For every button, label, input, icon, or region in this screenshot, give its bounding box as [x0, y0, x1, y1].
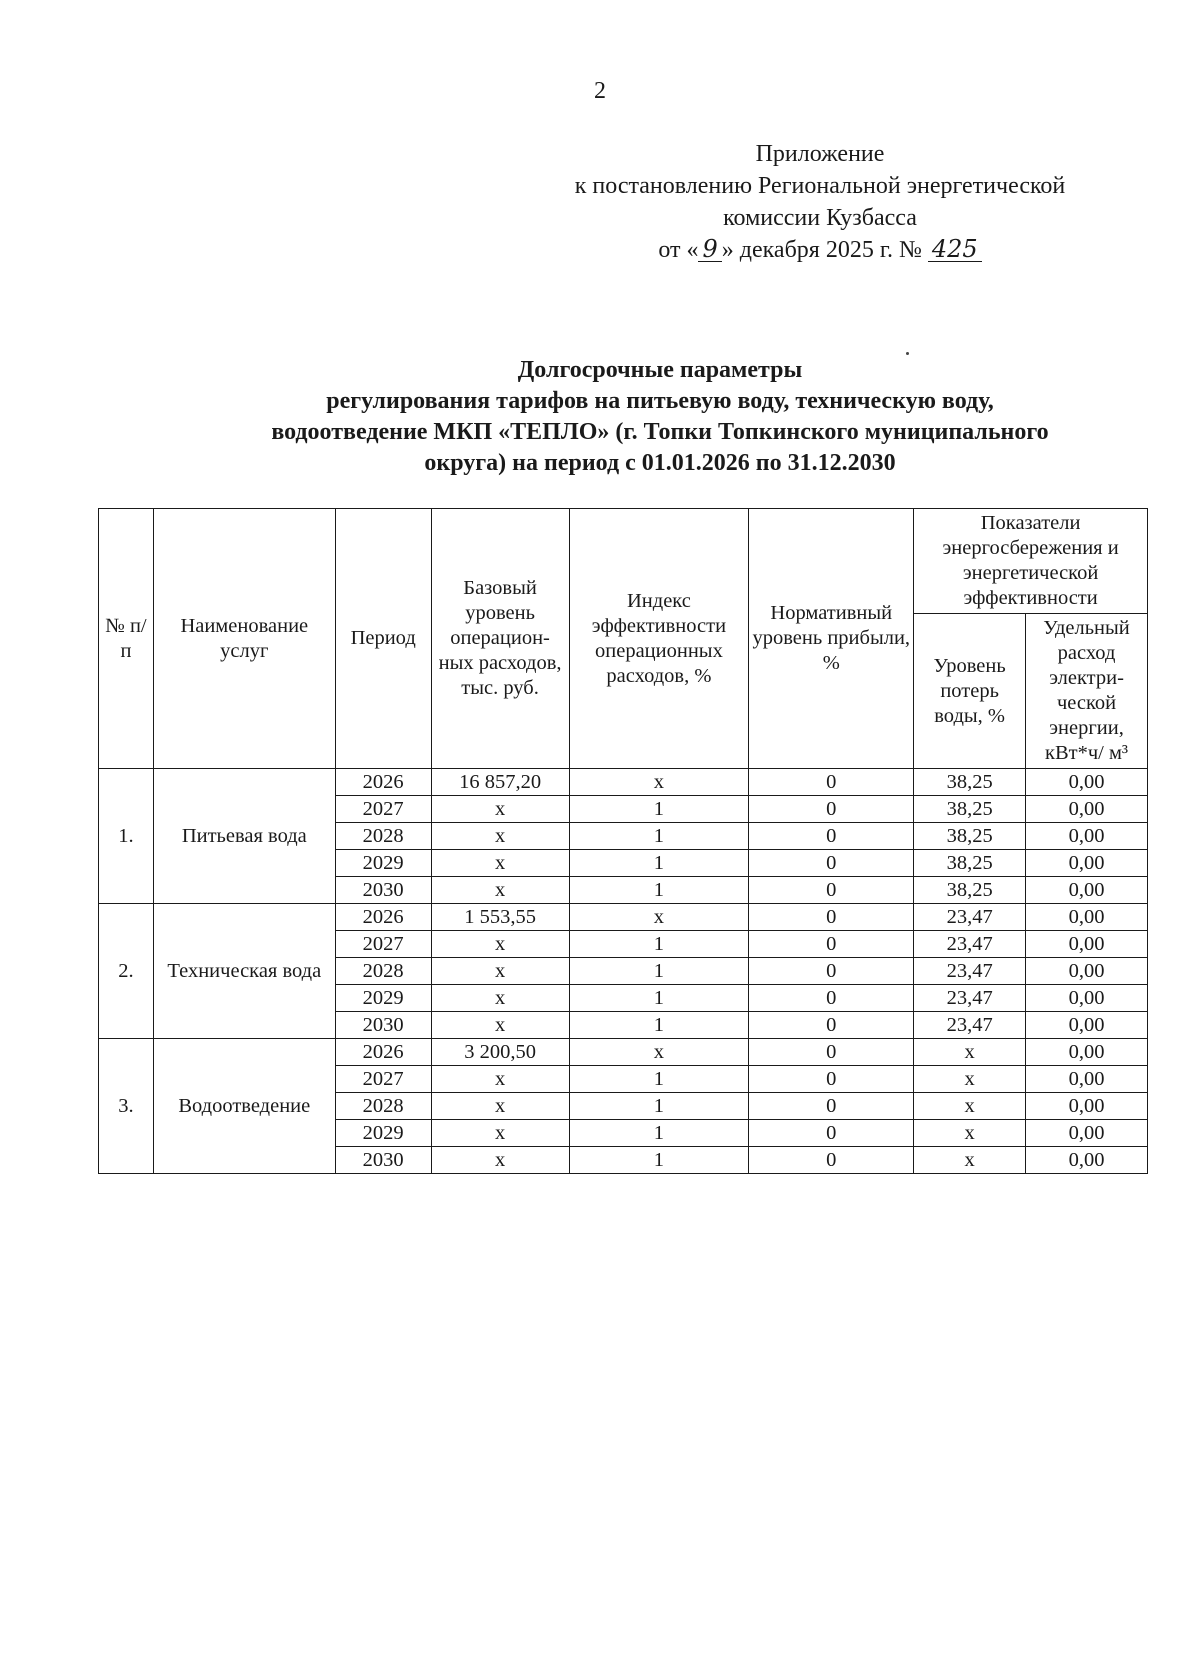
base-level-cell: х: [431, 958, 569, 985]
period-cell: 2030: [335, 1147, 431, 1174]
appendix-authority: комиссии Кузбасса: [723, 205, 917, 231]
specific-power-cell: 0,00: [1026, 1120, 1148, 1147]
efficiency-index-cell: 1: [569, 796, 749, 823]
base-level-cell: х: [431, 850, 569, 877]
efficiency-index-cell: 1: [569, 1066, 749, 1093]
appendix-title: Приложение: [755, 141, 885, 167]
efficiency-index-cell: 1: [569, 850, 749, 877]
period-cell: 2030: [335, 877, 431, 904]
specific-power-cell: 0,00: [1026, 769, 1148, 796]
profit-level-cell: 0: [749, 1012, 914, 1039]
base-level-cell: 3 200,50: [431, 1039, 569, 1066]
efficiency-index-cell: х: [569, 1039, 749, 1066]
profit-level-cell: 0: [749, 1120, 914, 1147]
base-level-cell: х: [431, 877, 569, 904]
specific-power-cell: 0,00: [1026, 850, 1148, 877]
specific-power-cell: 0,00: [1026, 823, 1148, 850]
efficiency-index-cell: 1: [569, 931, 749, 958]
efficiency-index-cell: 1: [569, 985, 749, 1012]
period-cell: 2027: [335, 1066, 431, 1093]
profit-level-cell: 0: [749, 985, 914, 1012]
service-number-cell: 2.: [99, 904, 154, 1039]
profit-level-cell: 0: [749, 823, 914, 850]
base-level-cell: х: [431, 1120, 569, 1147]
water-loss-cell: х: [914, 1147, 1026, 1174]
water-loss-cell: 23,47: [914, 985, 1026, 1012]
profit-level-cell: 0: [749, 850, 914, 877]
service-number-cell: 3.: [99, 1039, 154, 1174]
header-energy-group: Показатели энергосбережения и энергетической эффективности: [914, 509, 1148, 614]
profit-level-cell: 0: [749, 1066, 914, 1093]
specific-power-cell: 0,00: [1026, 904, 1148, 931]
base-level-cell: 16 857,20: [431, 769, 569, 796]
specific-power-cell: 0,00: [1026, 958, 1148, 985]
period-cell: 2027: [335, 931, 431, 958]
appendix-block: [520, 138, 1120, 266]
title-line-1: Долгосрочные параметры: [517, 357, 803, 383]
table-header: [99, 509, 1148, 769]
page-number: 2: [594, 78, 606, 104]
header-period: Период: [335, 509, 431, 769]
specific-power-cell: 0,00: [1026, 1039, 1148, 1066]
table-body: [99, 769, 1148, 1174]
profit-level-cell: 0: [749, 931, 914, 958]
profit-level-cell: 0: [749, 1093, 914, 1120]
period-cell: 2029: [335, 850, 431, 877]
specific-power-cell: 0,00: [1026, 877, 1148, 904]
profit-level-cell: 0: [749, 904, 914, 931]
table-row: [99, 769, 1148, 796]
service-number-cell: 1.: [99, 769, 154, 904]
table-row: [99, 904, 1148, 931]
period-cell: 2029: [335, 1120, 431, 1147]
period-cell: 2028: [335, 1093, 431, 1120]
base-level-cell: 1 553,55: [431, 904, 569, 931]
base-level-cell: х: [431, 796, 569, 823]
efficiency-index-cell: 1: [569, 1147, 749, 1174]
period-cell: 2030: [335, 1012, 431, 1039]
efficiency-index-cell: 1: [569, 958, 749, 985]
header-efficiency-index: Индекс эффективности операционных расходов, %: [569, 509, 749, 769]
water-loss-cell: х: [914, 1066, 1026, 1093]
specific-power-cell: 0,00: [1026, 796, 1148, 823]
service-name-cell: Водоотведение: [153, 1039, 335, 1174]
profit-level-cell: 0: [749, 1147, 914, 1174]
date-day-handwritten: 9: [698, 237, 721, 262]
header-base-level: Базовый уровень операцион-ных расходов, тыс. руб.: [431, 509, 569, 769]
parameters-table: [98, 508, 1148, 1174]
base-level-cell: х: [431, 1012, 569, 1039]
period-cell: 2028: [335, 958, 431, 985]
period-cell: 2026: [335, 1039, 431, 1066]
period-cell: 2026: [335, 904, 431, 931]
header-specific-power: Удельный расход электри-ческой энергии, кВт*ч/ м³: [1026, 614, 1148, 769]
specific-power-cell: 0,00: [1026, 985, 1148, 1012]
efficiency-index-cell: 1: [569, 1012, 749, 1039]
table-row: [99, 1039, 1148, 1066]
water-loss-cell: х: [914, 1120, 1026, 1147]
profit-level-cell: 0: [749, 877, 914, 904]
period-cell: 2026: [335, 769, 431, 796]
specific-power-cell: 0,00: [1026, 1012, 1148, 1039]
efficiency-index-cell: 1: [569, 1093, 749, 1120]
water-loss-cell: 23,47: [914, 931, 1026, 958]
water-loss-cell: х: [914, 1093, 1026, 1120]
title-line-4: округа) на период с 01.01.2026 по 31.12.2030: [424, 450, 896, 476]
specific-power-cell: 0,00: [1026, 931, 1148, 958]
service-name-cell: Питьевая вода: [153, 769, 335, 904]
water-loss-cell: 23,47: [914, 1012, 1026, 1039]
profit-level-cell: 0: [749, 796, 914, 823]
header-profit-level: Нормативный уровень прибыли, %: [749, 509, 914, 769]
date-middle: » декабря 2025 г. №: [721, 237, 922, 263]
base-level-cell: х: [431, 1066, 569, 1093]
header-water-loss: Уровень потерь воды, %: [914, 614, 1026, 769]
water-loss-cell: 38,25: [914, 823, 1026, 850]
specific-power-cell: 0,00: [1026, 1093, 1148, 1120]
period-cell: 2029: [335, 985, 431, 1012]
base-level-cell: х: [431, 931, 569, 958]
efficiency-index-cell: 1: [569, 877, 749, 904]
water-loss-cell: 38,25: [914, 877, 1026, 904]
water-loss-cell: 38,25: [914, 769, 1026, 796]
efficiency-index-cell: 1: [569, 823, 749, 850]
water-loss-cell: 38,25: [914, 796, 1026, 823]
profit-level-cell: 0: [749, 1039, 914, 1066]
appendix-date-line: [520, 234, 1120, 266]
period-cell: 2028: [335, 823, 431, 850]
profit-level-cell: 0: [749, 958, 914, 985]
base-level-cell: х: [431, 823, 569, 850]
service-name-cell: Техническая вода: [153, 904, 335, 1039]
title-line-3: водоотведение МКП «ТЕПЛО» (г. Топки Топкинского муниципального: [271, 419, 1049, 445]
base-level-cell: х: [431, 1093, 569, 1120]
header-num: № п/п: [99, 509, 154, 769]
water-loss-cell: х: [914, 1039, 1026, 1066]
efficiency-index-cell: х: [569, 904, 749, 931]
appendix-reference: к постановлению Региональной энергетической: [574, 173, 1066, 199]
base-level-cell: х: [431, 985, 569, 1012]
profit-level-cell: 0: [749, 769, 914, 796]
header-service: Наименование услуг: [153, 509, 335, 769]
water-loss-cell: 23,47: [914, 958, 1026, 985]
doc-number-handwritten: 425: [928, 237, 982, 262]
document-title: [90, 355, 1200, 479]
title-line-2: регулирования тарифов на питьевую воду, техническую воду,: [326, 388, 994, 414]
period-cell: 2027: [335, 796, 431, 823]
base-level-cell: х: [431, 1147, 569, 1174]
water-loss-cell: 23,47: [914, 904, 1026, 931]
specific-power-cell: 0,00: [1026, 1147, 1148, 1174]
specific-power-cell: 0,00: [1026, 1066, 1148, 1093]
efficiency-index-cell: х: [569, 769, 749, 796]
efficiency-index-cell: 1: [569, 1120, 749, 1147]
water-loss-cell: 38,25: [914, 850, 1026, 877]
date-prefix: от «: [658, 237, 699, 263]
